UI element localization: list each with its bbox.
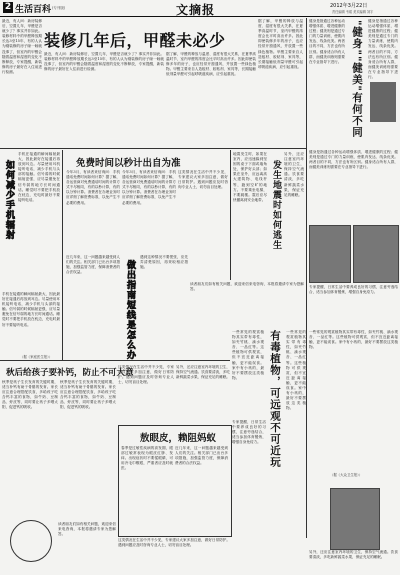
time-headline: 免费时间以秒计出自为准	[76, 158, 181, 169]
hint-body-c: 读者朋友们如有相关问题，欢迎来信来电咨询，本报将邀请专家为您解答。	[190, 282, 304, 292]
phone-headline: 如何减少手机辐射	[4, 160, 14, 240]
book-caption: 专家提醒，日常生活中要养成良好的习惯，注意劳逸结合，适当参加体育锻炼，增强自身免疫力。	[309, 285, 398, 295]
plants-headline: 有毒植物，可远观不可近玩	[269, 330, 281, 468]
hint-body-b: 遇到这种情况不要慌张，应先弄清楚原因，再采取相应措施。	[140, 255, 188, 270]
book-cover-1	[309, 225, 351, 283]
plants-body-right: 一些常见的观赏植物其实带有毒性，如夹竹桃、滴水观音、一品红等。这些植物可供观赏，但不宜近距离接触，更不能误食。家中有小孩的，最好不要摆放这类植物。	[309, 330, 398, 350]
phone-source: （据《家庭医生报》）	[20, 355, 53, 359]
misc-body-d: 这类情况在生活中并不少见，专家建议大家多加注意，做好日常防护。遇到问题应及时咨询专业人士，切勿盲目处理。	[118, 538, 230, 548]
column-rule	[306, 18, 307, 538]
fitness-headline: "健身""健美"有何不同	[351, 20, 363, 138]
time-body-c: 这类情况在生活中并不少见，专家建议大家多加注意，做好日常防护。遇到问题应及时咨询专业人士，切勿盲目处理。	[178, 170, 228, 190]
lead-body-right: 据了解，甲醛的释放与温度、湿度有很大关系，在夏季高温时节，室内甲醛的浓度会比平时高出许多。因此即使装修多年的房子，也应经常开窗通风，并放置一些绿色植物。甲醛主要来自人造板材、胶粘剂、家具等，长期接触低剂量甲醛可引起呼吸道疾病，应引起重视。	[166, 52, 256, 77]
eye-body-b: 近几年来，这一问题越来越受到人们的关注。相关部门已出台多项措施，加强监管力度，保障消费者的合法权益。	[175, 446, 228, 466]
hint-body-a: 近几年来，这一问题越来越受到人们的关注。相关部门已出台多项措施，加强监管力度，保障消费者的合法权益。	[66, 255, 120, 275]
book-cover-2	[353, 225, 399, 283]
issue-date: 2012年3月22日	[330, 3, 368, 9]
column-rule	[62, 150, 63, 360]
phone-body-a: 手机在接通的瞬间辐射最大，因此最好在接通后再放到耳边。尽量使用耳机接听电话，减少手机与头部的接触。信号弱的时候辐射更强，应尽量避免在信号弱的地方长时间通话。睡觉时不要把手机放在枕边，充电时最好不要接听电话。	[18, 152, 60, 202]
time-body-b: 今年3月，有读者来信询问：手机通话免费时间如何计算？据了解，各运营商对免费通话时间的计算方式不尽相同，有的以秒计算，有的以分钟计算。消费者在办理业务时应详细了解资费标准，以免产生不必要的费用。	[122, 170, 176, 205]
column-rule	[230, 150, 231, 280]
section-rule	[0, 148, 306, 149]
quake-body-a: 地震发生时，如果在室内，应迅速躲到坚固的桌子下面或墙角处，保护好头部；如果在室外，应远离高大建筑物、电线杆等，跑到空旷的地方。不要乘坐电梯，不要跳楼。震后应尽快撤离到安全地带。	[233, 152, 267, 202]
fitness-body-right: 健身是指通过各种运动增强体质、增进健康的过程；健美则是通过专门的力量训练，使肌肉发达、线条优美。两者目的不同，方法也有所区别。健身适合所有人群，而健美训练则需要在专业指导下进行。	[368, 19, 398, 79]
plants-body-mid: 一些常见的观赏植物其实带有毒性，如夹竹桃、滴水观音、一品红等。这些植物可供观赏，但不宜近距离接触，更不能误食。家中有小孩的，最好不要摆放这类植物。	[286, 330, 306, 411]
eye-headline: 敖眼皮，赖阻妈蚁	[140, 433, 217, 444]
lead-headline: 装修几年后，甲醛未必少	[44, 31, 226, 50]
decorative-seal	[10, 520, 52, 562]
kids-headline: 秋后给孩子要补钙，防止不可大意	[6, 368, 134, 378]
lead-body-center: 最近，有人问：新房装修后，空置几年，甲醛是否就少了？事实并非如此。装修材料中的甲醛释放期长达3至15年，有的人认为刚装修的房子晾一晾就没事了，但室内的甲醛会随着温度和湿度的变化不断释放，专家提醒，新装修的房子最好在入住前进行检测。	[44, 52, 164, 72]
fitness-photo	[370, 82, 396, 122]
kids-body-c: 读者朋友们如有相关问题，欢迎来信来电咨询，本报将邀请专家为您解答。	[58, 522, 116, 537]
section-title: 生活百科	[15, 5, 52, 15]
eye-body-a: 春季是过敏性疾病的高发期，眼部过敏常表现为眼皮红肿、发痒。出现症状时不要揉眼睛，可用冷毛巾敷眼，严重者应及时就医。	[121, 446, 173, 471]
misc-body-c: 专家提醒，日常生活中要养成良好的习惯，注意劳逸结合，适当参加体育锻炼，增强自身免疫力。	[232, 420, 266, 445]
lead-continued: 据了解，甲醛的释放与温度、湿度有很大关系，在夏季高温时节，室内甲醛的浓度会比平时高出许多。因此即使装修多年的房子，也应经常开窗通风，并放置一些绿色植物。甲醛主要来自人造板材、胶粘剂、家具等，长期接触低剂量甲醛可引起呼吸道疾病，应引起重视。	[258, 19, 303, 69]
misc-body-b: 另外，还应注意室内环境的卫生，保持空气流通。饮食要清淡，多吃新鲜蔬菜水果，保证充足的睡眠。	[176, 365, 230, 380]
quake-body-b: 另外，还应注意室内环境的卫生，保持空气流通。饮食要清淡，多吃新鲜蔬菜水果，保证充足的睡眠。	[284, 152, 304, 197]
plants-body-left: 一些常见的观赏植物其实带有毒性，如夹竹桃、滴水观音、一品红等。这些植物可供观赏，但不宜近距离接触，更不能误食。家中有小孩的，最好不要摆放这类植物。	[232, 330, 264, 380]
editor-credits: 责任编辑 韦昭 美术编辑 刘宇	[332, 10, 374, 14]
plants-source: （据《大众卫生报》）	[330, 473, 363, 477]
product-photo	[330, 488, 380, 550]
fitness-body-lower: 健身是指通过各种运动增强体质、增进健康的过程；健美则是通过专门的力量训练，使肌肉发达、线条优美。两者目的不同，方法也有所区别。健身适合所有人群，而健美训练则需要在专业指导下进行。	[309, 150, 398, 170]
section-rule	[0, 360, 230, 361]
phone-body-b: 手机在接通的瞬间辐射最大，因此最好在接通后再放到耳边。尽量使用耳机接听电话，减少手机与头部的接触。信号弱的时候辐射更强，应尽量避免在信号弱的地方长时间通话。睡觉时不要把手机放在枕边，充电时最好不要接听电话。	[2, 292, 60, 327]
quake-headline: 发生地震时如何逃生	[271, 160, 281, 250]
edition-note: (专刊版)	[52, 6, 66, 10]
lead-body-left: 最近，有人问：新房装修后，空置几年，甲醛是否就少了？事实并非如此。装修材料中的甲醛释放期长达3至15年，有的人认为刚装修的房子晾一晾就没事了，但室内的甲醛会随着温度和湿度的变化不断释放，专家提醒，新装修的房子最好在入住前进行检测。	[2, 19, 42, 74]
misc-body-a: 这类情况在生活中并不少见，专家建议大家多加注意，做好日常防护。遇到问题应及时咨询专业人士，切勿盲目处理。	[118, 365, 174, 385]
kids-body-b: 秋季是孩子生长发育的关键时期，适当补钙有助于骨骼的发育。家长应注意合理搭配饮食，多给孩子吃含钙丰富的食物，如牛奶、豆制品、虾皮等，同时要让孩子多晒太阳，促进钙的吸收。	[60, 380, 116, 410]
page-number: 2	[4, 2, 12, 12]
photo-caption: 另外，还应注意室内环境的卫生，保持空气流通。饮食要清淡，多吃新鲜蔬菜水果，保证充足的睡眠。	[309, 550, 398, 560]
time-body-a: 今年3月，有读者来信询问：手机通话免费时间如何计算？据了解，各运营商对免费通话时间的计算方式不尽相同，有的以秒计算，有的以分钟计算。消费者在办理业务时应详细了解资费标准，以免产生不必要的费用。	[66, 170, 120, 205]
fitness-body-left: 健身是指通过各种运动增强体质、增进健康的过程；健美则是通过专门的力量训练，使肌肉发达、线条优美。两者目的不同，方法也有所区别。健身适合所有人群，而健美训练则需要在专业指导下进行。	[309, 19, 345, 64]
masthead: 文摘报	[176, 3, 216, 17]
kids-body-a: 秋季是孩子生长发育的关键时期，适当补钙有助于骨骼的发育。家长应注意合理搭配饮食，多给孩子吃含钙丰富的食物，如牛奶、豆制品、虾皮等，同时要让孩子多晒太阳，促进钙的吸收。	[2, 380, 58, 410]
hint-headline: 做出指南短线是怎么办	[125, 260, 135, 360]
